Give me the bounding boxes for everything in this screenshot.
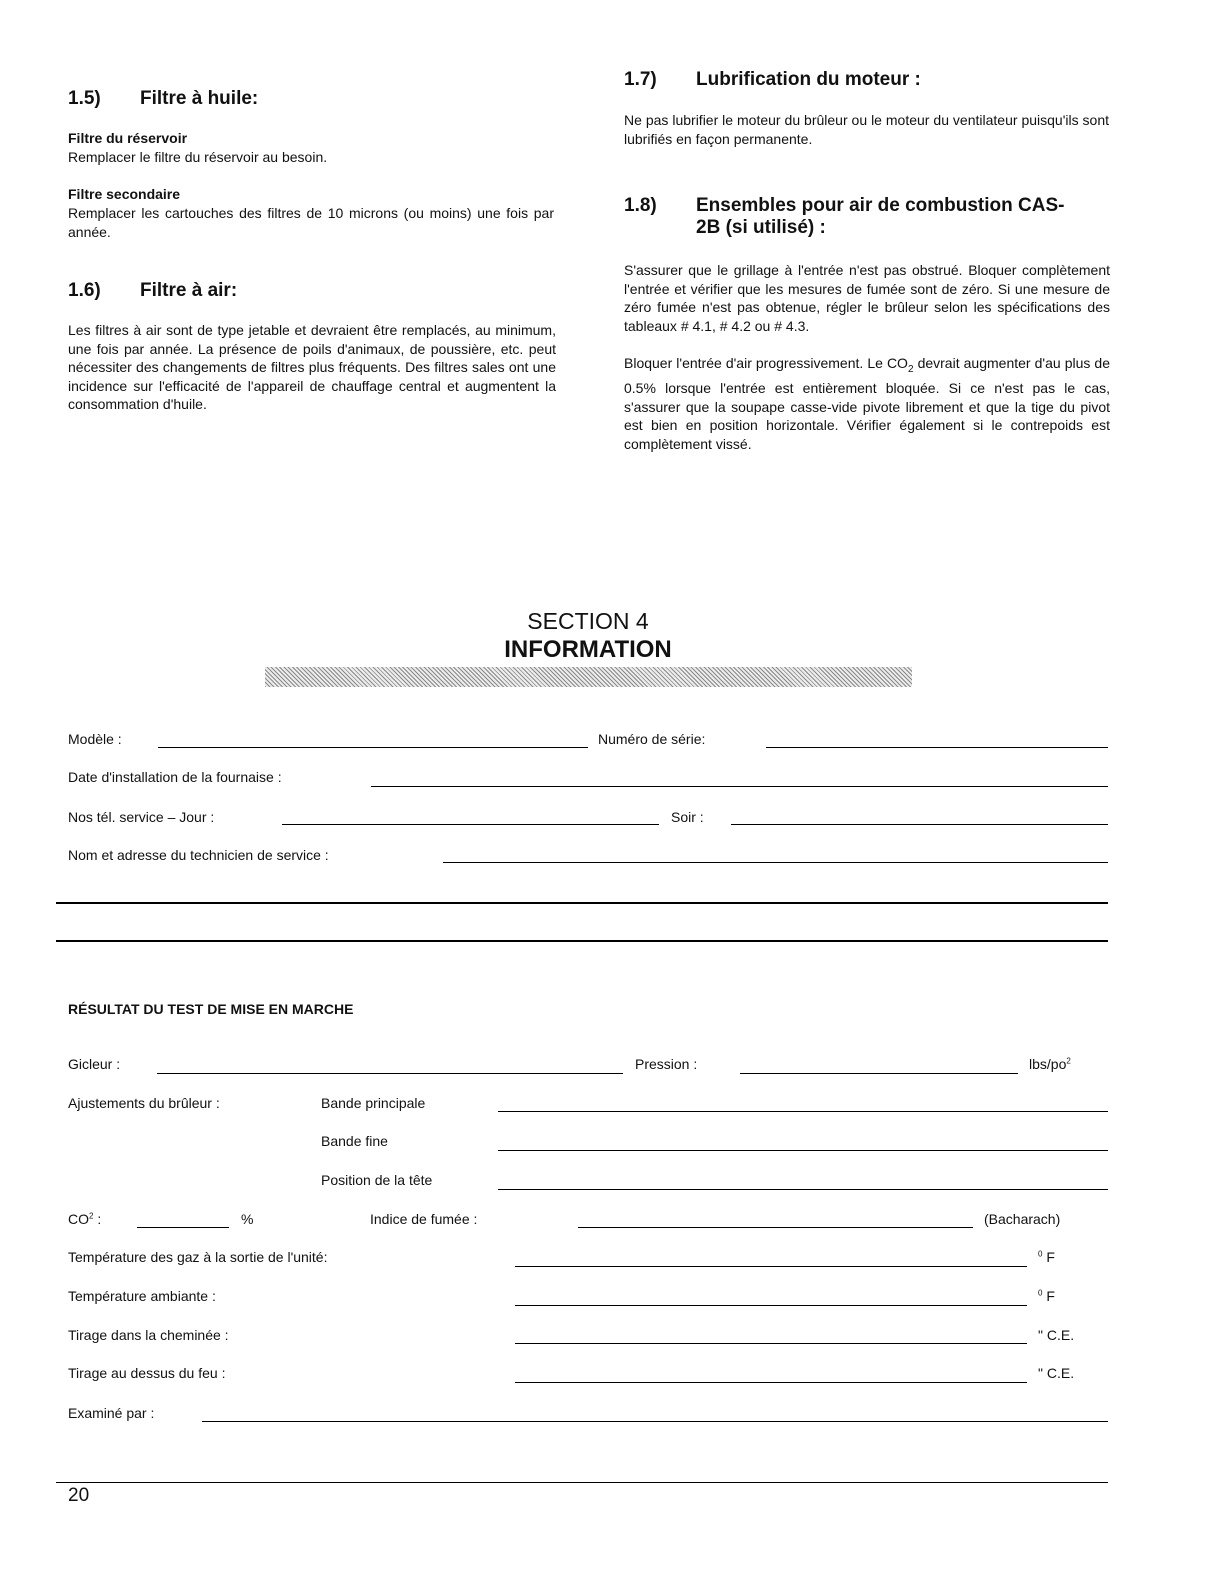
temp-gaz-field[interactable] bbox=[515, 1266, 1027, 1267]
footer-rule bbox=[56, 1482, 1108, 1483]
section-title-line-1: Ensembles pour air de combustion CAS- bbox=[696, 195, 1065, 216]
indice-fumee-field[interactable] bbox=[578, 1227, 973, 1228]
technicien-field-line-3[interactable] bbox=[56, 940, 1108, 942]
co2-label bbox=[68, 1211, 101, 1227]
soir-label: Soir : bbox=[671, 809, 704, 825]
paragraph-cas-grillage: S'assurer que le grillage à l'entrée n'est pas obstrué. Bloquer complètement l'entrée et vérifier que les mesures de fumée sont de zéro. Si une mesure de zéro fumée n'est pas obtenue, régler le brûleur selon les spécifications des tableaux # 4.1, # 4.2 ou # 4.3. bbox=[624, 262, 1110, 334]
indice-fumee-label: Indice de fumée : bbox=[370, 1211, 478, 1227]
section-title: INFORMATION bbox=[504, 636, 672, 663]
heading-1-8 bbox=[624, 195, 1110, 239]
bande-fine-label: Bande fine bbox=[321, 1133, 388, 1149]
heading-1-6 bbox=[68, 280, 237, 302]
paragraph-lubrification: Ne pas lubrifier le moteur du brûleur ou le moteur du ventilateur puisqu'ils sont lubrifiés en façon permanente. bbox=[624, 112, 1109, 147]
modele-label: Modèle : bbox=[68, 731, 122, 747]
section-title-line-2: 2B (si utilisé) : bbox=[696, 217, 826, 238]
examine-par-label: Examiné par : bbox=[68, 1405, 155, 1421]
bande-fine-field[interactable] bbox=[498, 1150, 1108, 1151]
section-number: 1.6) bbox=[68, 280, 101, 301]
paragraph-filtre-secondaire: Remplacer les cartouches des filtres de 10 microns (ou moins) une fois par année. bbox=[68, 205, 554, 240]
section-number: 1.5) bbox=[68, 88, 101, 109]
text-part: Bloquer l'entrée d'air progressivement. Le CO bbox=[624, 355, 908, 371]
ajustements-label: Ajustements du brûleur : bbox=[68, 1095, 220, 1111]
page-number: 20 bbox=[68, 1485, 90, 1506]
co2-sup: 2 bbox=[89, 1211, 94, 1221]
paragraph-filtre-reservoir: Remplacer le filtre du réservoir au besoin. bbox=[68, 149, 328, 165]
unit-text: lbs/po bbox=[1029, 1056, 1067, 1072]
tirage-cheminee-field[interactable] bbox=[515, 1343, 1027, 1344]
co2-text: CO bbox=[68, 1211, 89, 1227]
percent-label: % bbox=[241, 1211, 254, 1227]
tirage-cheminee-unit: " C.E. bbox=[1038, 1327, 1075, 1343]
unit-f: F bbox=[1042, 1288, 1055, 1304]
tirage-feu-field[interactable] bbox=[515, 1382, 1027, 1383]
technicien-field-line-2[interactable] bbox=[56, 902, 1108, 904]
position-tete-label: Position de la tête bbox=[321, 1172, 433, 1188]
temp-gaz-unit bbox=[1038, 1249, 1055, 1265]
position-tete-field[interactable] bbox=[498, 1189, 1108, 1190]
unit-sup: 2 bbox=[1066, 1056, 1071, 1066]
bande-principale-field[interactable] bbox=[498, 1111, 1108, 1112]
heading-1-7 bbox=[624, 69, 921, 91]
numero-serie-label: Numéro de série: bbox=[598, 731, 706, 747]
gicleur-field[interactable] bbox=[157, 1073, 623, 1074]
date-installation-field[interactable] bbox=[371, 786, 1108, 787]
tirage-cheminee-label: Tirage dans la cheminée : bbox=[68, 1327, 229, 1343]
section-number: 1.7) bbox=[624, 69, 657, 90]
section-label: SECTION 4 bbox=[527, 608, 649, 634]
section-number: 1.8) bbox=[624, 195, 657, 216]
tel-jour-field[interactable] bbox=[282, 824, 659, 825]
degree-sup: 0 bbox=[1038, 1249, 1043, 1259]
degree-sup: 0 bbox=[1038, 1288, 1043, 1298]
subheading-filtre-reservoir: Filtre du réservoir bbox=[68, 130, 188, 146]
paragraph-filtre-air: Les filtres à air sont de type jetable et devraient être remplacés, au minimum, une fois par année. La présence de poils d'animaux, de poussière, etc. peut nécessiter des changements de filtres plus fréquents. Des filtres sales ont une incidence sur l'efficacité de l'appareil de chauffage central et augmentent la consommation d'huile. bbox=[68, 322, 556, 412]
subscript: 2 bbox=[907, 363, 914, 375]
heading-1-5 bbox=[68, 88, 258, 110]
tirage-feu-label: Tirage au dessus du feu : bbox=[68, 1365, 226, 1381]
examine-par-field[interactable] bbox=[202, 1421, 1108, 1422]
modele-field[interactable] bbox=[158, 747, 588, 748]
tirage-feu-unit: " C.E. bbox=[1038, 1365, 1075, 1381]
numero-serie-field[interactable] bbox=[766, 747, 1108, 748]
unit-f: F bbox=[1042, 1249, 1055, 1265]
section-title: Filtre à air: bbox=[140, 280, 238, 301]
section-title: Filtre à huile: bbox=[140, 88, 259, 109]
co2-colon: : bbox=[93, 1211, 102, 1227]
temp-gaz-label: Température des gaz à la sortie de l'unité: bbox=[68, 1249, 328, 1265]
temp-ambiante-label: Température ambiante : bbox=[68, 1288, 216, 1304]
subheading-filtre-secondaire: Filtre secondaire bbox=[68, 186, 181, 202]
co2-field[interactable] bbox=[137, 1227, 229, 1228]
pression-field[interactable] bbox=[740, 1073, 1018, 1074]
hatched-divider bbox=[265, 667, 912, 687]
soir-field[interactable] bbox=[731, 824, 1108, 825]
bande-principale-label: Bande principale bbox=[321, 1095, 426, 1111]
text-part: devrait augmenter d'au plus de 0.5% lorsque l'entrée est entièrement bloquée. Si ce n'est pas le cas, s'assurer que la soupape casse-vide pivote librement et que la tige du pivot est bien en position horizontale. Vérifier également si le contrepoids est complètement vissé. bbox=[624, 355, 1110, 452]
pression-label: Pression : bbox=[635, 1056, 698, 1072]
date-installation-label: Date d'installation de la fournaise : bbox=[68, 769, 282, 785]
temp-ambiante-field[interactable] bbox=[515, 1305, 1027, 1306]
temp-ambiante-unit bbox=[1038, 1288, 1055, 1304]
paragraph-cas-co2 bbox=[624, 354, 1110, 453]
pression-unit bbox=[1029, 1056, 1071, 1072]
bacharach-label: (Bacharach) bbox=[984, 1211, 1061, 1227]
gicleur-label: Gicleur : bbox=[68, 1056, 121, 1072]
tel-jour-label: Nos tél. service – Jour : bbox=[68, 809, 215, 825]
technicien-field[interactable] bbox=[443, 862, 1108, 863]
technicien-label: Nom et adresse du technicien de service : bbox=[68, 847, 329, 863]
section-title: Lubrification du moteur : bbox=[696, 69, 921, 90]
test-heading: RÉSULTAT DU TEST DE MISE EN MARCHE bbox=[68, 1001, 354, 1017]
